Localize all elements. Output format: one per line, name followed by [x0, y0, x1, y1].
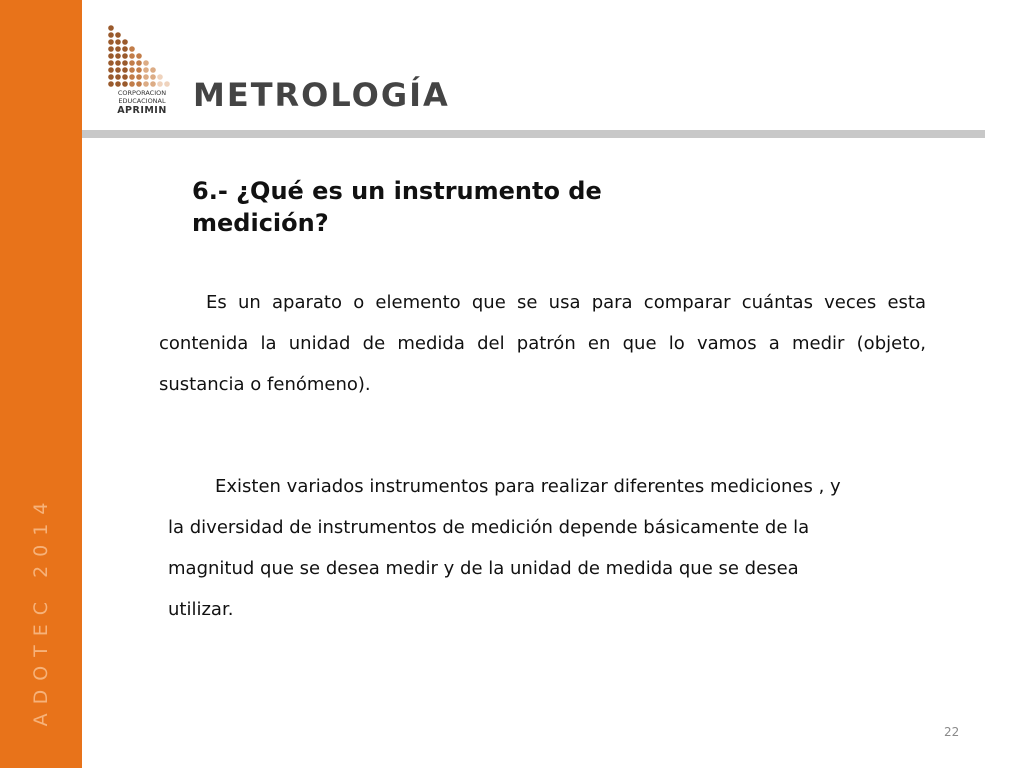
logo-dot [122, 74, 128, 80]
definition-paragraph: Es un aparato o elemento que se usa para comparar cuántas veces esta contenida la unidad de medida del patrón en que lo vamos a medir (objeto, sustancia o fenómeno). [159, 292, 926, 395]
logo-dot [115, 32, 121, 38]
logo-line-educacional: EDUCACIONAL [118, 97, 166, 105]
logo-dot [108, 25, 114, 31]
logo-dot [122, 67, 128, 73]
header-divider [82, 130, 985, 138]
logo-dot [136, 67, 142, 73]
logo-dot [136, 53, 142, 59]
logo-dot [129, 74, 135, 80]
logo-dot [108, 53, 114, 59]
slide-question-heading: 6.- ¿Qué es un instrumento de medición? [192, 177, 602, 237]
logo-dot [108, 46, 114, 52]
logo-dot [115, 60, 121, 66]
page-number: 22 [944, 725, 960, 739]
logo-dot [122, 53, 128, 59]
logo-dot [164, 81, 170, 87]
logo-dot [122, 39, 128, 45]
header-title: METROLOGÍA [193, 76, 450, 114]
logo-dot [129, 60, 135, 66]
logo-dot [108, 74, 114, 80]
logo-dot [115, 67, 121, 73]
logo-dot [150, 81, 156, 87]
logo-dot [115, 53, 121, 59]
logo-dot [129, 67, 135, 73]
logo-dot [157, 81, 163, 87]
logo-dot [108, 39, 114, 45]
logo-dot [115, 39, 121, 45]
logo-dot [122, 81, 128, 87]
logo-dot [136, 81, 142, 87]
logo-dot [115, 46, 121, 52]
logo-dot [157, 74, 163, 80]
instruments-paragraph: Existen variados instrumentos para realizar diferentes mediciones , y la diversidad de instrumentos de medición depende básicamente de la magnitud que se desea medir y de la unidad de medida que se desea utilizar. [168, 476, 841, 620]
logo-dot [108, 32, 114, 38]
logo-dot [150, 67, 156, 73]
logo-dot [108, 67, 114, 73]
logo-dot [143, 60, 149, 66]
logo-dot [108, 60, 114, 66]
logo-dot [136, 74, 142, 80]
logo-dot [150, 74, 156, 80]
logo-line-aprimin: APRIMIN [117, 105, 167, 116]
logo-dot [143, 67, 149, 73]
logo-dot [129, 46, 135, 52]
logo-line-corporacion: CORPORACION [117, 89, 167, 97]
logo-dot [122, 60, 128, 66]
logo-dot [115, 81, 121, 87]
logo-dot [108, 81, 114, 87]
sidebar-vertical-text: ADOTEC 2014 [30, 493, 52, 727]
logo-dot [129, 53, 135, 59]
left-sidebar-band [0, 0, 82, 768]
logo-dot [129, 81, 135, 87]
logo-dot [122, 46, 128, 52]
logo-dot [136, 60, 142, 66]
logo-dot [143, 81, 149, 87]
logo-dot [115, 74, 121, 80]
logo-dot [143, 74, 149, 80]
